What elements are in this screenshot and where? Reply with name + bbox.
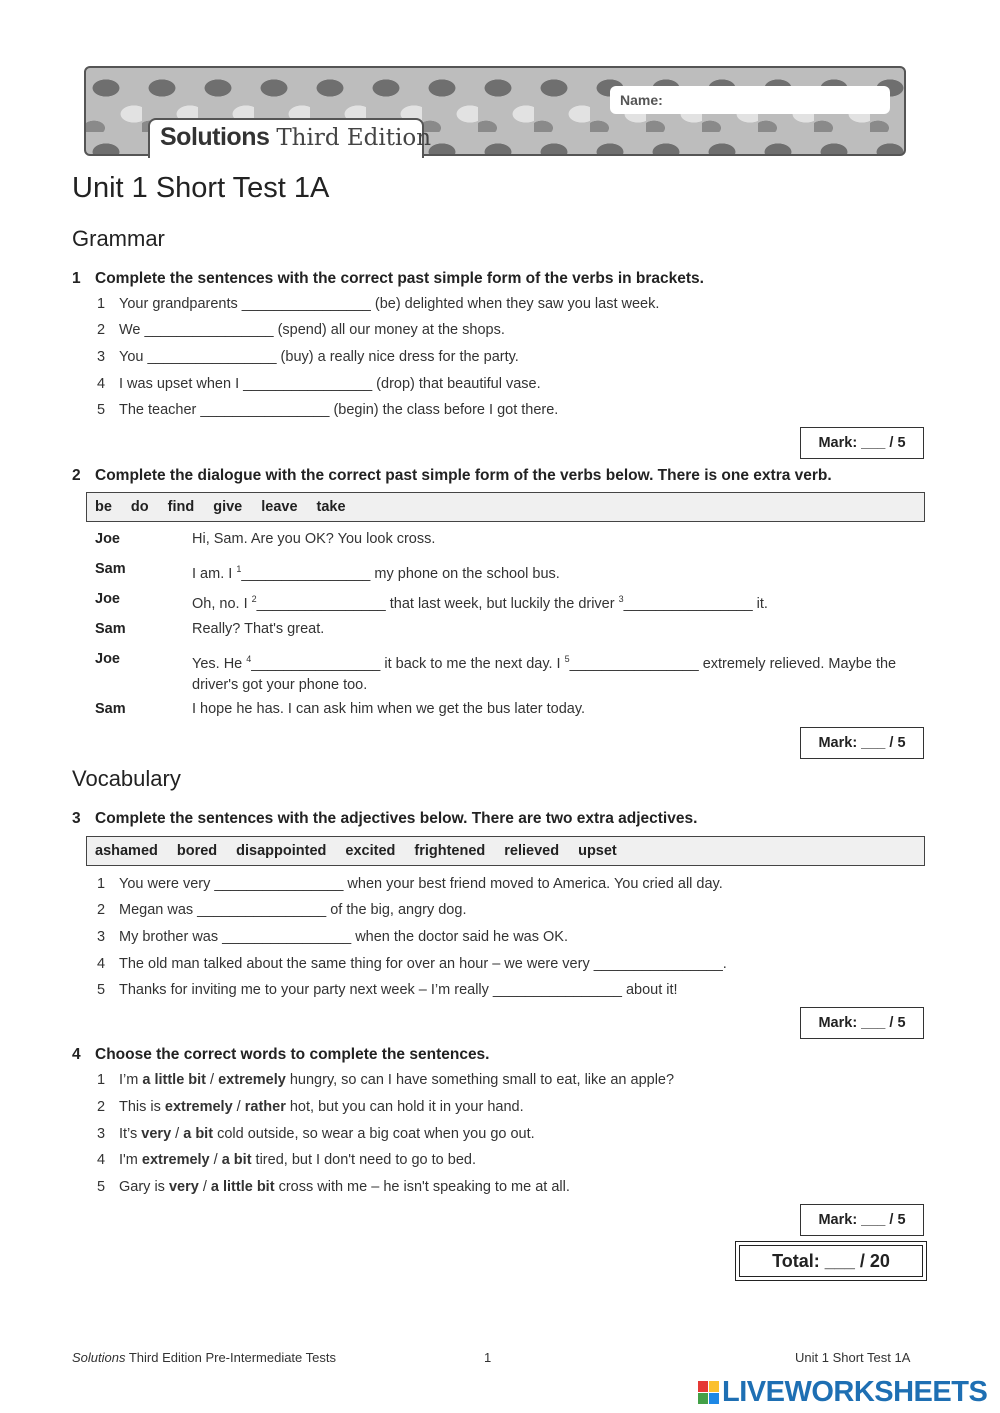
total-box bbox=[735, 1241, 927, 1281]
dialogue-line bbox=[192, 619, 922, 640]
list-item bbox=[97, 956, 727, 972]
footer-left bbox=[72, 1350, 336, 1365]
brand-edition: Third Edition bbox=[276, 125, 432, 151]
word-chip: bored bbox=[176, 843, 218, 859]
q2-text: Complete the dialogue with the correct past simple form of the verbs below. There is one extra verb. bbox=[95, 467, 832, 484]
item-number: 4 bbox=[97, 1152, 106, 1168]
footer-series: Solutions bbox=[72, 1350, 126, 1365]
item-number: 1 bbox=[97, 1072, 106, 1088]
item-pre: Gary is bbox=[119, 1179, 169, 1195]
item-pre: This is bbox=[119, 1099, 165, 1115]
brand-logo bbox=[160, 123, 431, 152]
word-chip: take bbox=[316, 499, 346, 515]
dialogue-line bbox=[192, 529, 922, 550]
line-text: Oh, no. I bbox=[192, 595, 252, 612]
list-item: 4 I'm extremely / a bit tired, but I don't need to go to bed. bbox=[97, 1152, 476, 1168]
q1-text: Complete the sentences with the correct past simple form of the verbs in brackets. bbox=[95, 270, 704, 287]
list-item bbox=[97, 876, 723, 892]
item-number: 5 bbox=[97, 402, 106, 418]
q4-mark-box: Mark: ___ / 5 bbox=[800, 1204, 924, 1236]
line-text: Yes. He bbox=[192, 655, 247, 672]
footer-right: Unit 1 Short Test 1A bbox=[795, 1350, 911, 1365]
item-text[interactable]: Your grandparents ________________ (be) delighted when they saw you last week. bbox=[119, 296, 660, 312]
dialogue-speaker: Joe bbox=[95, 531, 120, 547]
gap-text[interactable]: ________________ it. bbox=[623, 595, 768, 612]
dialogue-speaker: Joe bbox=[95, 591, 120, 607]
item-number: 2 bbox=[97, 322, 106, 338]
footer-series-rest: Third Edition Pre-Intermediate Tests bbox=[125, 1350, 336, 1365]
word-chip: give bbox=[213, 499, 243, 515]
gap-text[interactable]: ________________ that last week, but luckily the driver bbox=[256, 595, 619, 612]
dialogue-line bbox=[192, 589, 922, 615]
list-item bbox=[97, 982, 678, 998]
item-number: 4 bbox=[97, 956, 106, 972]
gap-number: 2 bbox=[251, 594, 257, 604]
gap-number: 3 bbox=[618, 594, 624, 604]
q4-instruction bbox=[72, 1046, 490, 1064]
choice-b[interactable]: a bit bbox=[183, 1126, 214, 1142]
word-chip: relieved bbox=[504, 843, 560, 859]
item-text[interactable]: You ________________ (buy) a really nice dress for the party. bbox=[119, 349, 519, 365]
list-item: 3 It’s very / a bit cold outside, so wear a big coat when you go out. bbox=[97, 1126, 535, 1142]
choice-a[interactable]: very bbox=[168, 1179, 199, 1195]
item-text[interactable]: My brother was ________________ when the doctor said he was OK. bbox=[119, 929, 568, 945]
q2-number: 2 bbox=[72, 467, 81, 484]
dialogue-speaker: Sam bbox=[95, 621, 126, 637]
item-pre: It’s bbox=[119, 1126, 142, 1142]
word-chip: excited bbox=[345, 843, 396, 859]
item-number: 2 bbox=[97, 902, 106, 918]
list-item bbox=[97, 376, 541, 392]
list-item bbox=[97, 929, 568, 945]
list-item: 2 This is extremely / rather hot, but you can hold it in your hand. bbox=[97, 1099, 524, 1115]
word-chip: ashamed bbox=[95, 843, 158, 859]
word-chip: find bbox=[167, 499, 195, 515]
list-item: 5 Gary is very / a little bit cross with me – he isn't speaking to me at all. bbox=[97, 1179, 570, 1195]
item-text[interactable]: I was upset when I ________________ (drop) that beautiful vase. bbox=[119, 376, 541, 392]
line-text: Hi, Sam. Are you OK? You look cross. bbox=[192, 531, 436, 547]
gap-text[interactable]: ________________ my phone on the school bus. bbox=[241, 565, 560, 582]
item-number: 1 bbox=[97, 296, 106, 312]
q3-mark-box: Mark: ___ / 5 bbox=[800, 1007, 924, 1039]
item-number: 3 bbox=[97, 349, 106, 365]
line-text: I hope he has. I can ask him when we get the bus later today. bbox=[192, 701, 586, 717]
name-label: Name: bbox=[620, 92, 663, 108]
choice-b[interactable]: extremely bbox=[218, 1072, 286, 1088]
q2-instruction bbox=[72, 467, 832, 485]
liveworksheets-watermark bbox=[698, 1376, 987, 1409]
item-text[interactable]: The teacher ________________ (begin) the class before I got there. bbox=[119, 402, 559, 418]
q1-mark-box: Mark: ___ / 5 bbox=[800, 427, 924, 459]
dialogue-speaker: Sam bbox=[95, 561, 126, 577]
q1-number: 1 bbox=[72, 270, 81, 287]
word-chip: upset bbox=[578, 843, 617, 859]
item-text[interactable]: You were very ________________ when your best friend moved to America. You cried all day. bbox=[119, 876, 723, 892]
item-number: 5 bbox=[97, 1179, 106, 1195]
choice-a[interactable]: extremely bbox=[141, 1152, 210, 1168]
q2-word-box bbox=[86, 492, 925, 522]
item-text[interactable]: Thanks for inviting me to your party next week – I’m really ________________ about it! bbox=[119, 982, 678, 998]
item-pre: I’m bbox=[119, 1072, 143, 1088]
dialogue-line bbox=[192, 699, 922, 720]
section-grammar: Grammar bbox=[72, 226, 165, 251]
liveworksheets-logo-icon bbox=[698, 1381, 720, 1405]
dialogue-line bbox=[192, 559, 922, 585]
choice-a[interactable]: extremely bbox=[164, 1099, 233, 1115]
gap-number: 1 bbox=[236, 564, 242, 574]
choice-b[interactable]: rather bbox=[244, 1099, 286, 1115]
gap-number: 5 bbox=[564, 654, 570, 664]
q3-instruction bbox=[72, 810, 697, 828]
item-text[interactable]: We ________________ (spend) all our money at the shops. bbox=[119, 322, 505, 338]
word-chip: disappointed bbox=[236, 843, 327, 859]
q3-word-box bbox=[86, 836, 925, 866]
line-text: Really? That's great. bbox=[192, 621, 325, 637]
list-item bbox=[97, 402, 558, 418]
word-chip: leave bbox=[261, 499, 298, 515]
list-item bbox=[97, 902, 466, 918]
q4-number: 4 bbox=[72, 1046, 81, 1063]
item-number: 2 bbox=[97, 1099, 106, 1115]
page-number: 1 bbox=[484, 1350, 492, 1365]
q3-number: 3 bbox=[72, 810, 81, 827]
liveworksheets-text: LIVEWORKSHEETS bbox=[722, 1376, 988, 1408]
item-text[interactable]: Megan was ________________ of the big, angry dog. bbox=[119, 902, 467, 918]
item-post: hot, but you can hold it in your hand. bbox=[285, 1099, 524, 1115]
list-item bbox=[97, 349, 519, 365]
item-number: 5 bbox=[97, 982, 106, 998]
item-post: cross with me – he isn't speaking to me at all. bbox=[274, 1179, 570, 1195]
gap-text[interactable]: ________________ extremely relieved. Maybe the driver's got your phone too. bbox=[192, 655, 897, 693]
line-text: I am. I bbox=[192, 565, 237, 582]
brand-bold: Solutions bbox=[160, 123, 270, 151]
item-number: 3 bbox=[97, 929, 106, 945]
choice-a[interactable]: very bbox=[141, 1126, 172, 1142]
item-number: 3 bbox=[97, 1126, 106, 1142]
choice-b[interactable]: a bit bbox=[221, 1152, 252, 1168]
section-vocabulary: Vocabulary bbox=[72, 766, 181, 791]
gap-text[interactable]: ________________ it back to me the next day. I bbox=[251, 655, 565, 672]
dialogue-speaker: Joe bbox=[95, 651, 120, 667]
list-item bbox=[97, 296, 659, 312]
item-number: 1 bbox=[97, 876, 106, 892]
item-post: hungry, so can I have something small to eat, like an apple? bbox=[285, 1072, 675, 1088]
list-item: 1 I’m a little bit / extremely hungry, so can I have something small to eat, like an apple? bbox=[97, 1072, 675, 1088]
q3-text: Complete the sentences with the adjectives below. There are two extra adjectives. bbox=[95, 810, 698, 827]
dialogue-speaker: Sam bbox=[95, 701, 126, 717]
word-chip: be bbox=[95, 499, 112, 515]
choice-b[interactable]: a little bit bbox=[210, 1179, 275, 1195]
item-pre: I'm bbox=[119, 1152, 142, 1168]
choice-a[interactable]: a little bit bbox=[142, 1072, 207, 1088]
q2-mark-box: Mark: ___ / 5 bbox=[800, 727, 924, 759]
word-chip: do bbox=[130, 499, 149, 515]
total-score: Total: ___ / 20 bbox=[739, 1245, 923, 1277]
q1-instruction bbox=[72, 270, 704, 288]
item-text[interactable]: The old man talked about the same thing for over an hour – we were very ________________. bbox=[119, 956, 727, 972]
item-post: cold outside, so wear a big coat when you go out. bbox=[213, 1126, 535, 1142]
q4-text: Choose the correct words to complete the sentences. bbox=[95, 1046, 490, 1063]
item-number: 4 bbox=[97, 376, 106, 392]
page-title: Unit 1 Short Test 1A bbox=[72, 172, 330, 204]
item-post: tired, but I don't need to go to bed. bbox=[251, 1152, 476, 1168]
gap-number: 4 bbox=[246, 654, 252, 664]
dialogue-line bbox=[192, 649, 917, 696]
list-item bbox=[97, 322, 505, 338]
word-chip: frightened bbox=[414, 843, 486, 859]
